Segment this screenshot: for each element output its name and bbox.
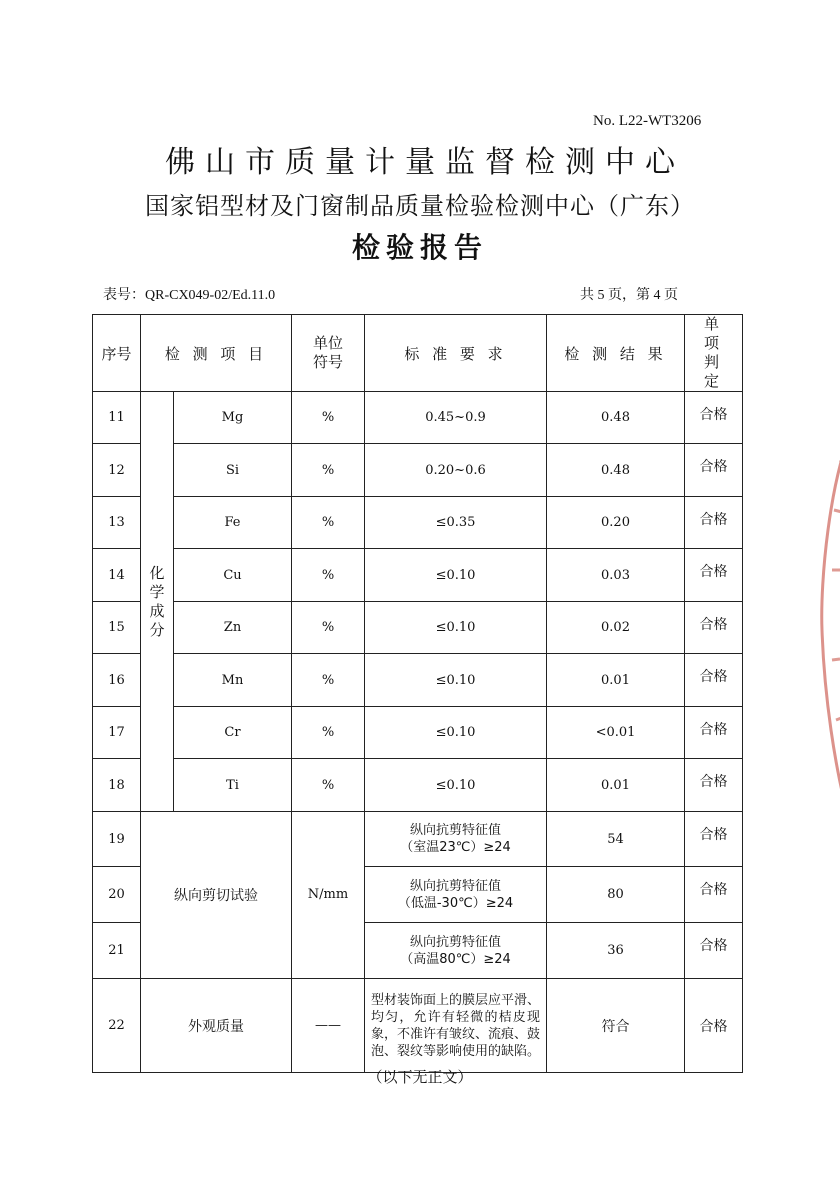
form-number: 表号：QR-CX049-02/Ed.11.0	[103, 288, 276, 303]
report-number: No. L22-WT3206	[593, 113, 702, 129]
end-of-text-note: （以下无正文）	[367, 1068, 473, 1086]
row-seq: 17	[93, 707, 141, 759]
req-line2: （低温-30℃）≥24	[397, 895, 514, 911]
table-row	[93, 923, 743, 979]
page-info: 共 5 页，第 4 页	[580, 288, 678, 303]
row-result: 54	[547, 812, 685, 867]
row-requirement: ≤0.10	[365, 654, 547, 707]
row-result: 0.48	[547, 444, 685, 497]
row-item: Cu	[174, 549, 292, 602]
shear-unit: N/mm	[292, 867, 365, 923]
shear-unit-bottom	[292, 923, 365, 979]
row-requirement: 0.45~0.9	[365, 392, 547, 444]
inspection-table	[92, 314, 743, 1073]
row-unit: %	[292, 759, 365, 812]
req-line1: 纵向抗剪特征值	[409, 878, 501, 894]
row-requirement: ≤0.35	[365, 497, 547, 549]
row-unit: %	[292, 392, 365, 444]
table-row	[93, 444, 743, 497]
row-item: Mn	[174, 654, 292, 707]
row-result: 0.48	[547, 392, 685, 444]
header-requirement: 标 准 要 求	[365, 315, 547, 392]
row-item: 外观质量	[141, 979, 292, 1073]
header-verdict-label: 单项判定	[703, 315, 723, 390]
table-header-row	[93, 315, 743, 392]
category-chemical-label: 化学成分	[149, 563, 165, 639]
row-result: 36	[547, 923, 685, 979]
header-unit-label: 单位符号	[312, 334, 343, 371]
row-verdict: 合格	[685, 602, 743, 654]
table-row	[93, 759, 743, 812]
row-requirement: ≤0.10	[365, 707, 547, 759]
row-result: 0.02	[547, 602, 685, 654]
row-verdict: 合格	[685, 444, 743, 497]
row-seq: 18	[93, 759, 141, 812]
row-seq: 11	[93, 392, 141, 444]
category-chemical	[141, 392, 174, 812]
shear-item-bottom	[141, 923, 292, 979]
row-seq: 14	[93, 549, 141, 602]
row-seq: 22	[93, 979, 141, 1073]
row-seq: 16	[93, 654, 141, 707]
row-verdict: 合格	[685, 392, 743, 444]
row-seq: 20	[93, 867, 141, 923]
row-requirement	[365, 867, 547, 923]
table-row	[93, 392, 743, 444]
row-item: Zn	[174, 602, 292, 654]
row-unit: %	[292, 497, 365, 549]
row-seq: 19	[93, 812, 141, 867]
row-requirement: ≤0.10	[365, 602, 547, 654]
official-seal-fragment	[812, 420, 840, 840]
row-verdict: 合格	[685, 497, 743, 549]
row-item: Mg	[174, 392, 292, 444]
row-result: 80	[547, 867, 685, 923]
header-item: 检 测 项 目	[141, 315, 292, 392]
row-requirement: ≤0.10	[365, 549, 547, 602]
row-result: <0.01	[547, 707, 685, 759]
req-line2: （高温80℃）≥24	[400, 951, 511, 967]
header-result: 检 测 结 果	[547, 315, 685, 392]
table-row	[93, 707, 743, 759]
row-verdict: 合格	[685, 812, 743, 867]
row-seq: 12	[93, 444, 141, 497]
shear-unit-top	[292, 812, 365, 867]
row-requirement	[365, 812, 547, 867]
shear-item-top	[141, 812, 292, 867]
org-name-primary: 佛山市质量计量监督检测中心	[165, 145, 685, 180]
req-line1: 纵向抗剪特征值	[409, 823, 501, 838]
row-requirement: ≤0.10	[365, 759, 547, 812]
table-row	[93, 812, 743, 867]
row-unit: %	[292, 602, 365, 654]
row-verdict: 合格	[685, 654, 743, 707]
row-verdict: 合格	[685, 759, 743, 812]
header-verdict	[685, 315, 743, 392]
header-unit	[292, 315, 365, 392]
row-verdict: 合格	[685, 923, 743, 979]
row-verdict: 合格	[685, 979, 743, 1073]
row-verdict: 合格	[685, 549, 743, 602]
table-row	[93, 549, 743, 602]
table-row	[93, 602, 743, 654]
row-requirement: 0.20~0.6	[365, 444, 547, 497]
table-row	[93, 979, 743, 1073]
row-seq: 13	[93, 497, 141, 549]
row-result: 0.01	[547, 759, 685, 812]
org-name-secondary: 国家铝型材及门窗制品质量检验检测中心（广东）	[145, 192, 695, 220]
row-unit: %	[292, 707, 365, 759]
row-verdict: 合格	[685, 867, 743, 923]
row-seq: 15	[93, 602, 141, 654]
table-row	[93, 654, 743, 707]
row-item: Cr	[174, 707, 292, 759]
req-line2: （室温23℃）≥24	[400, 840, 511, 855]
row-unit: %	[292, 549, 365, 602]
shear-test-label: 纵向剪切试验	[141, 867, 292, 923]
table-row	[93, 497, 743, 549]
row-seq: 21	[93, 923, 141, 979]
row-verdict: 合格	[685, 707, 743, 759]
row-result: 0.01	[547, 654, 685, 707]
row-requirement	[365, 923, 547, 979]
document-title: 检验报告	[351, 231, 488, 264]
row-item: Ti	[174, 759, 292, 812]
row-unit: %	[292, 654, 365, 707]
row-result: 符合	[547, 979, 685, 1073]
req-line1: 纵向抗剪特征值	[409, 934, 501, 950]
row-item: Si	[174, 444, 292, 497]
row-result: 0.20	[547, 497, 685, 549]
table-row	[93, 867, 743, 923]
row-item: Fe	[174, 497, 292, 549]
header-seq: 序号	[93, 315, 141, 392]
row-unit: ——	[292, 979, 365, 1073]
row-unit: %	[292, 444, 365, 497]
row-result: 0.03	[547, 549, 685, 602]
row-requirement: 型材装饰面上的膜层应平滑、均匀，允许有轻微的桔皮现象，不准许有皱纹、流痕、鼓泡、裂纹等影响使用的缺陷。	[365, 979, 547, 1073]
